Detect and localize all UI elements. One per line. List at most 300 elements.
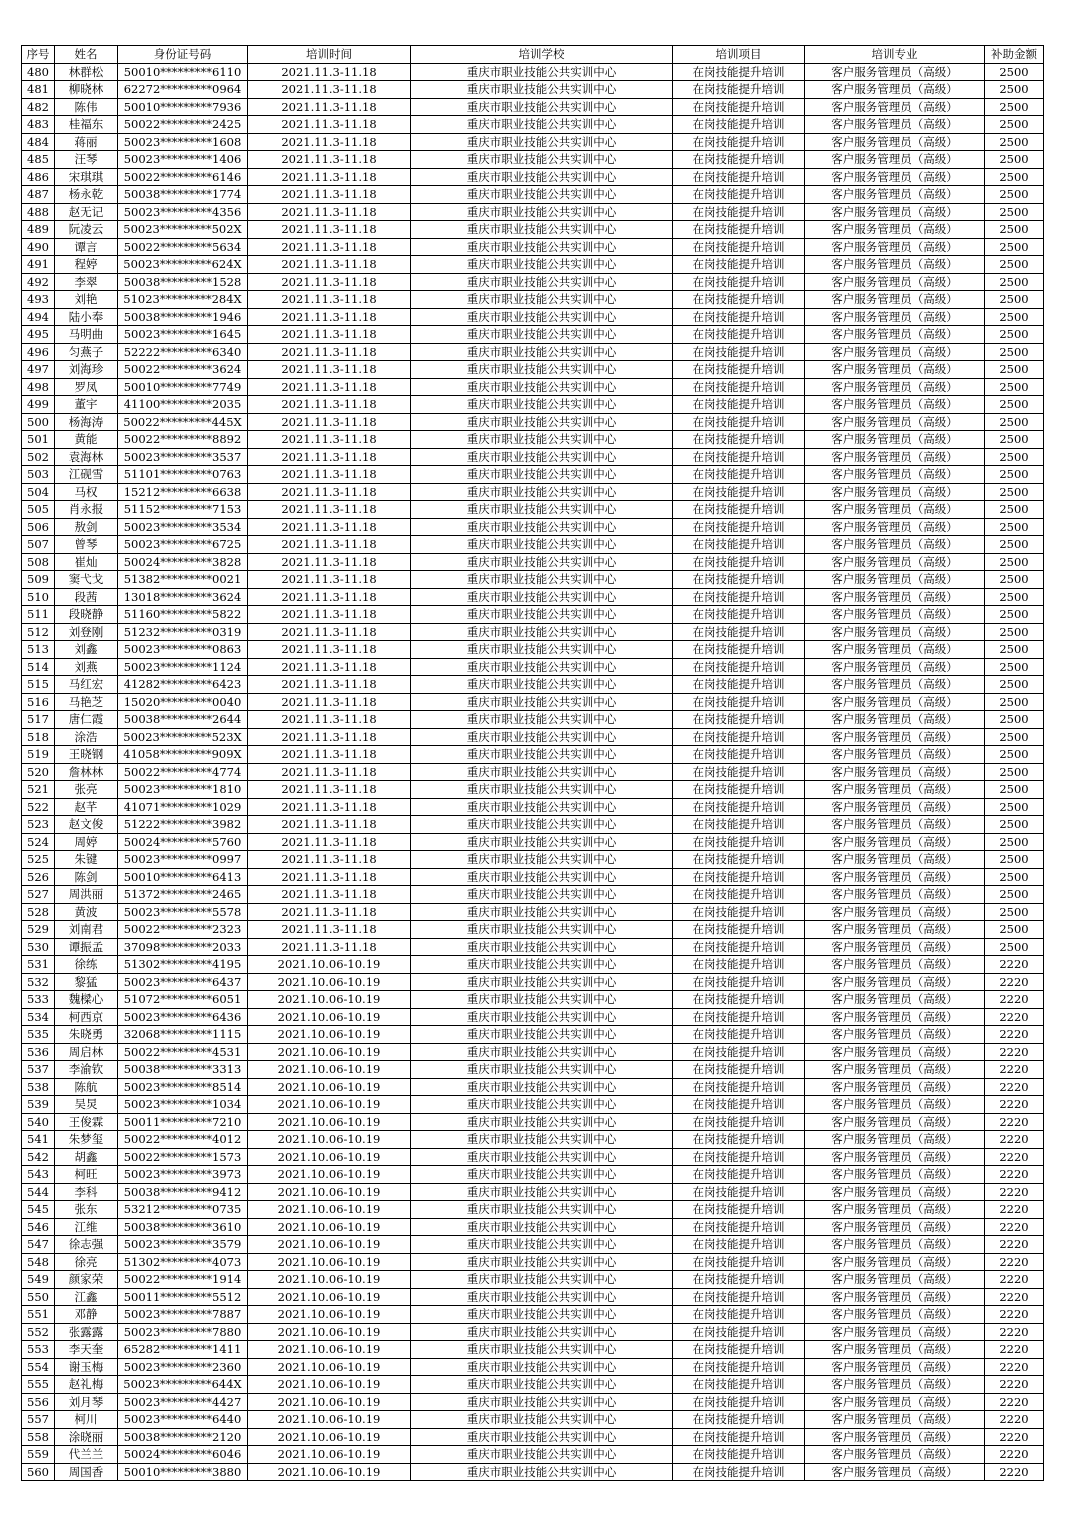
cell-name: 刘艳 [55,291,118,309]
cell-index: 481 [22,81,55,99]
cell-subsidy-amount: 2500 [985,133,1044,151]
cell-training-major: 客户服务管理员（高级） [805,1271,985,1289]
cell-name: 崔灿 [55,553,118,571]
header-subsidy-amount: 补助金额 [985,46,1044,64]
cell-subsidy-amount: 2220 [985,1096,1044,1114]
cell-subsidy-amount: 2500 [985,536,1044,554]
cell-index: 502 [22,448,55,466]
cell-training-time: 2021.11.3-11.18 [248,483,411,501]
cell-index: 547 [22,1236,55,1254]
cell-index: 522 [22,798,55,816]
table-row [22,1288,1044,1306]
cell-subsidy-amount: 2500 [985,308,1044,326]
cell-name: 陈航 [55,1078,118,1096]
cell-index: 497 [22,361,55,379]
table-row [22,938,1044,956]
cell-training-project: 在岗技能提升培训 [673,483,805,501]
cell-training-time: 2021.11.3-11.18 [248,431,411,449]
table-row [22,816,1044,834]
cell-id-number: 50023*********1034 [118,1096,248,1114]
cell-training-major: 客户服务管理员（高级） [805,1463,985,1481]
cell-training-project: 在岗技能提升培训 [673,1043,805,1061]
table-header-row [22,46,1044,64]
cell-training-time: 2021.11.3-11.18 [248,116,411,134]
cell-training-time: 2021.10.06-10.19 [248,973,411,991]
cell-training-time: 2021.11.3-11.18 [248,606,411,624]
cell-id-number: 65282*********1411 [118,1341,248,1359]
cell-training-school: 重庆市职业技能公共实训中心 [411,606,673,624]
cell-training-major: 客户服务管理员（高级） [805,991,985,1009]
cell-index: 554 [22,1358,55,1376]
cell-training-school: 重庆市职业技能公共实训中心 [411,203,673,221]
cell-subsidy-amount: 2500 [985,588,1044,606]
cell-training-major: 客户服务管理员（高级） [805,938,985,956]
cell-id-number: 50023*********1608 [118,133,248,151]
table-row [22,466,1044,484]
cell-training-school: 重庆市职业技能公共实训中心 [411,1131,673,1149]
cell-subsidy-amount: 2500 [985,746,1044,764]
cell-name: 李天奎 [55,1341,118,1359]
cell-training-major: 客户服务管理员（高级） [805,1218,985,1236]
table-row [22,186,1044,204]
cell-training-school: 重庆市职业技能公共实训中心 [411,1446,673,1464]
table-row [22,1131,1044,1149]
cell-id-number: 50011*********5512 [118,1288,248,1306]
cell-name: 谭言 [55,238,118,256]
cell-id-number: 50023*********644X [118,1376,248,1394]
cell-training-time: 2021.11.3-11.18 [248,816,411,834]
cell-name: 唐仁霞 [55,711,118,729]
table-row [22,413,1044,431]
cell-training-major: 客户服务管理员（高级） [805,1043,985,1061]
cell-id-number: 51072*********6051 [118,991,248,1009]
cell-subsidy-amount: 2500 [985,623,1044,641]
cell-name: 杨永乾 [55,186,118,204]
cell-training-project: 在岗技能提升培训 [673,1341,805,1359]
cell-training-major: 客户服务管理员（高级） [805,571,985,589]
cell-subsidy-amount: 2220 [985,1376,1044,1394]
table-row [22,728,1044,746]
cell-index: 544 [22,1183,55,1201]
cell-training-school: 重庆市职业技能公共实训中心 [411,903,673,921]
cell-training-project: 在岗技能提升培训 [673,396,805,414]
cell-training-school: 重庆市职业技能公共实训中心 [411,221,673,239]
cell-name: 徐亮 [55,1253,118,1271]
cell-name: 刘月琴 [55,1393,118,1411]
cell-training-major: 客户服务管理员（高级） [805,343,985,361]
cell-training-major: 客户服务管理员（高级） [805,676,985,694]
cell-id-number: 51222*********3982 [118,816,248,834]
table-row [22,1341,1044,1359]
table-row [22,1253,1044,1271]
cell-training-time: 2021.11.3-11.18 [248,886,411,904]
cell-training-project: 在岗技能提升培训 [673,1463,805,1481]
cell-index: 507 [22,536,55,554]
cell-name: 朱键 [55,851,118,869]
cell-training-project: 在岗技能提升培训 [673,1376,805,1394]
cell-id-number: 50022*********2425 [118,116,248,134]
cell-index: 560 [22,1463,55,1481]
cell-id-number: 50038*********9412 [118,1183,248,1201]
cell-index: 483 [22,116,55,134]
cell-training-project: 在岗技能提升培训 [673,466,805,484]
cell-training-project: 在岗技能提升培训 [673,221,805,239]
cell-name: 李科 [55,1183,118,1201]
cell-training-major: 客户服务管理员（高级） [805,378,985,396]
cell-training-project: 在岗技能提升培训 [673,816,805,834]
cell-training-school: 重庆市职业技能公共实训中心 [411,1043,673,1061]
cell-index: 488 [22,203,55,221]
cell-training-major: 客户服务管理员（高级） [805,658,985,676]
cell-training-school: 重庆市职业技能公共实训中心 [411,431,673,449]
cell-subsidy-amount: 2500 [985,781,1044,799]
cell-subsidy-amount: 2500 [985,728,1044,746]
cell-training-major: 客户服务管理员（高级） [805,1183,985,1201]
cell-training-major: 客户服务管理员（高级） [805,973,985,991]
cell-subsidy-amount: 2220 [985,1288,1044,1306]
cell-training-major: 客户服务管理员（高级） [805,763,985,781]
cell-subsidy-amount: 2500 [985,81,1044,99]
cell-training-project: 在岗技能提升培训 [673,343,805,361]
table-row [22,798,1044,816]
cell-training-time: 2021.11.3-11.18 [248,676,411,694]
cell-training-project: 在岗技能提升培训 [673,886,805,904]
cell-subsidy-amount: 2500 [985,833,1044,851]
cell-training-major: 客户服务管理员（高级） [805,1376,985,1394]
cell-index: 489 [22,221,55,239]
cell-training-time: 2021.10.06-10.19 [248,1463,411,1481]
cell-training-major: 客户服务管理员（高级） [805,1148,985,1166]
cell-training-major: 客户服务管理员（高级） [805,413,985,431]
cell-id-number: 50023*********1645 [118,326,248,344]
cell-name: 程婷 [55,256,118,274]
cell-training-project: 在岗技能提升培训 [673,921,805,939]
cell-training-major: 客户服务管理员（高级） [805,291,985,309]
cell-name: 谭振孟 [55,938,118,956]
cell-training-major: 客户服务管理员（高级） [805,921,985,939]
cell-training-school: 重庆市职业技能公共实训中心 [411,326,673,344]
cell-training-time: 2021.10.06-10.19 [248,1166,411,1184]
cell-training-time: 2021.11.3-11.18 [248,186,411,204]
cell-training-major: 客户服务管理员（高级） [805,886,985,904]
table-row [22,1358,1044,1376]
header-training-time: 培训时间 [248,46,411,64]
cell-training-major: 客户服务管理员（高级） [805,326,985,344]
cell-id-number: 50010*********7749 [118,378,248,396]
cell-id-number: 50023*********8514 [118,1078,248,1096]
cell-training-project: 在岗技能提升培训 [673,728,805,746]
cell-index: 525 [22,851,55,869]
cell-training-school: 重庆市职业技能公共实训中心 [411,781,673,799]
cell-training-school: 重庆市职业技能公共实训中心 [411,1376,673,1394]
table-row [22,238,1044,256]
cell-training-project: 在岗技能提升培训 [673,903,805,921]
table-row [22,1446,1044,1464]
cell-id-number: 50022*********2323 [118,921,248,939]
cell-training-project: 在岗技能提升培训 [673,553,805,571]
cell-training-major: 客户服务管理员（高级） [805,448,985,466]
cell-subsidy-amount: 2500 [985,483,1044,501]
cell-training-project: 在岗技能提升培训 [673,151,805,169]
cell-index: 558 [22,1428,55,1446]
cell-name: 詹林林 [55,763,118,781]
cell-index: 548 [22,1253,55,1271]
cell-name: 涂浩 [55,728,118,746]
cell-training-school: 重庆市职业技能公共实训中心 [411,693,673,711]
cell-index: 523 [22,816,55,834]
cell-training-school: 重庆市职业技能公共实训中心 [411,413,673,431]
cell-subsidy-amount: 2220 [985,1358,1044,1376]
header-training-project: 培训项目 [673,46,805,64]
cell-training-project: 在岗技能提升培训 [673,98,805,116]
cell-training-project: 在岗技能提升培训 [673,711,805,729]
cell-name: 阮凌云 [55,221,118,239]
cell-name: 代兰兰 [55,1446,118,1464]
cell-index: 516 [22,693,55,711]
cell-training-major: 客户服务管理员（高级） [805,1306,985,1324]
table-row [22,711,1044,729]
cell-training-major: 客户服务管理员（高级） [805,1393,985,1411]
cell-index: 520 [22,763,55,781]
cell-training-project: 在岗技能提升培训 [673,536,805,554]
cell-training-school: 重庆市职业技能公共实训中心 [411,973,673,991]
table-row [22,291,1044,309]
cell-training-time: 2021.10.06-10.19 [248,1341,411,1359]
cell-training-time: 2021.11.3-11.18 [248,921,411,939]
cell-name: 曾琴 [55,536,118,554]
cell-training-time: 2021.11.3-11.18 [248,238,411,256]
cell-training-time: 2021.10.06-10.19 [248,1008,411,1026]
cell-training-major: 客户服务管理员（高级） [805,483,985,501]
cell-training-major: 客户服务管理员（高级） [805,1236,985,1254]
cell-training-time: 2021.10.06-10.19 [248,956,411,974]
cell-training-time: 2021.11.3-11.18 [248,168,411,186]
cell-name: 刘鑫 [55,641,118,659]
cell-training-time: 2021.11.3-11.18 [248,81,411,99]
cell-id-number: 51101*********0763 [118,466,248,484]
cell-subsidy-amount: 2220 [985,1341,1044,1359]
cell-training-project: 在岗技能提升培训 [673,1218,805,1236]
cell-index: 542 [22,1148,55,1166]
cell-training-school: 重庆市职业技能公共实训中心 [411,571,673,589]
cell-name: 蒋丽 [55,133,118,151]
cell-training-time: 2021.10.06-10.19 [248,1131,411,1149]
cell-training-school: 重庆市职业技能公共实训中心 [411,1393,673,1411]
cell-training-time: 2021.10.06-10.19 [248,1376,411,1394]
subsidy-table [21,45,1044,1481]
cell-training-project: 在岗技能提升培训 [673,1236,805,1254]
cell-subsidy-amount: 2220 [985,1253,1044,1271]
cell-index: 482 [22,98,55,116]
cell-training-major: 客户服务管理员（高级） [805,431,985,449]
cell-training-time: 2021.10.06-10.19 [248,1236,411,1254]
cell-training-time: 2021.11.3-11.18 [248,798,411,816]
cell-training-project: 在岗技能提升培训 [673,781,805,799]
cell-id-number: 50023*********3579 [118,1236,248,1254]
cell-index: 506 [22,518,55,536]
cell-index: 552 [22,1323,55,1341]
cell-id-number: 50023*********6436 [118,1008,248,1026]
cell-index: 504 [22,483,55,501]
table-row [22,1026,1044,1044]
cell-training-project: 在岗技能提升培训 [673,501,805,519]
cell-id-number: 50010*********6110 [118,63,248,81]
cell-training-major: 客户服务管理员（高级） [805,1288,985,1306]
cell-training-project: 在岗技能提升培训 [673,273,805,291]
cell-training-school: 重庆市职业技能公共实训中心 [411,448,673,466]
cell-training-project: 在岗技能提升培训 [673,1148,805,1166]
cell-name: 黄能 [55,431,118,449]
cell-name: 吴炅 [55,1096,118,1114]
cell-subsidy-amount: 2220 [985,1166,1044,1184]
cell-training-time: 2021.11.3-11.18 [248,658,411,676]
cell-training-school: 重庆市职业技能公共实训中心 [411,938,673,956]
cell-subsidy-amount: 2500 [985,816,1044,834]
table-row [22,606,1044,624]
cell-index: 553 [22,1341,55,1359]
cell-subsidy-amount: 2500 [985,98,1044,116]
cell-id-number: 50022*********445X [118,413,248,431]
cell-subsidy-amount: 2500 [985,343,1044,361]
cell-training-time: 2021.11.3-11.18 [248,693,411,711]
table-row [22,1148,1044,1166]
cell-index: 517 [22,711,55,729]
cell-training-school: 重庆市职业技能公共实训中心 [411,396,673,414]
cell-training-project: 在岗技能提升培训 [673,956,805,974]
cell-training-school: 重庆市职业技能公共实训中心 [411,886,673,904]
cell-subsidy-amount: 2500 [985,63,1044,81]
cell-index: 486 [22,168,55,186]
cell-name: 宋琪琪 [55,168,118,186]
cell-index: 530 [22,938,55,956]
cell-training-school: 重庆市职业技能公共实训中心 [411,991,673,1009]
cell-training-school: 重庆市职业技能公共实训中心 [411,868,673,886]
cell-training-major: 客户服务管理员（高级） [805,81,985,99]
cell-training-school: 重庆市职业技能公共实训中心 [411,921,673,939]
cell-subsidy-amount: 2220 [985,1026,1044,1044]
cell-training-school: 重庆市职业技能公共实训中心 [411,536,673,554]
cell-subsidy-amount: 2500 [985,186,1044,204]
cell-index: 555 [22,1376,55,1394]
cell-training-major: 客户服务管理员（高级） [805,868,985,886]
cell-name: 袁海林 [55,448,118,466]
cell-id-number: 52222*********6340 [118,343,248,361]
cell-training-time: 2021.11.3-11.18 [248,781,411,799]
cell-name: 徐练 [55,956,118,974]
cell-name: 颜家荣 [55,1271,118,1289]
cell-training-project: 在岗技能提升培训 [673,1201,805,1219]
cell-index: 496 [22,343,55,361]
cell-training-major: 客户服务管理员（高级） [805,1026,985,1044]
cell-id-number: 41058*********909X [118,746,248,764]
table-row [22,1061,1044,1079]
cell-subsidy-amount: 2500 [985,168,1044,186]
cell-id-number: 50023*********6437 [118,973,248,991]
cell-name: 马艳芝 [55,693,118,711]
cell-training-school: 重庆市职业技能公共实训中心 [411,658,673,676]
cell-subsidy-amount: 2500 [985,693,1044,711]
cell-name: 王晓钢 [55,746,118,764]
table-row [22,133,1044,151]
cell-training-project: 在岗技能提升培训 [673,168,805,186]
table-row [22,501,1044,519]
table-row [22,868,1044,886]
cell-training-project: 在岗技能提升培训 [673,623,805,641]
cell-training-major: 客户服务管理员（高级） [805,1166,985,1184]
cell-index: 485 [22,151,55,169]
cell-name: 刘南君 [55,921,118,939]
cell-name: 柯西京 [55,1008,118,1026]
cell-subsidy-amount: 2500 [985,553,1044,571]
table-row [22,676,1044,694]
cell-training-project: 在岗技能提升培训 [673,641,805,659]
cell-index: 546 [22,1218,55,1236]
table-row [22,361,1044,379]
cell-training-school: 重庆市职业技能公共实训中心 [411,361,673,379]
cell-subsidy-amount: 2500 [985,641,1044,659]
cell-index: 528 [22,903,55,921]
cell-training-major: 客户服务管理员（高级） [805,1411,985,1429]
cell-training-project: 在岗技能提升培训 [673,693,805,711]
cell-subsidy-amount: 2220 [985,1148,1044,1166]
cell-index: 505 [22,501,55,519]
cell-index: 499 [22,396,55,414]
cell-training-time: 2021.11.3-11.18 [248,851,411,869]
cell-index: 545 [22,1201,55,1219]
cell-name: 段晓静 [55,606,118,624]
cell-index: 540 [22,1113,55,1131]
cell-training-school: 重庆市职业技能公共实训中心 [411,851,673,869]
cell-training-project: 在岗技能提升培训 [673,991,805,1009]
cell-training-project: 在岗技能提升培训 [673,81,805,99]
cell-training-school: 重庆市职业技能公共实训中心 [411,1008,673,1026]
cell-index: 508 [22,553,55,571]
cell-index: 480 [22,63,55,81]
cell-training-time: 2021.11.3-11.18 [248,588,411,606]
cell-training-school: 重庆市职业技能公共实训中心 [411,676,673,694]
cell-training-time: 2021.11.3-11.18 [248,221,411,239]
cell-training-project: 在岗技能提升培训 [673,1428,805,1446]
cell-training-school: 重庆市职业技能公共实训中心 [411,833,673,851]
cell-id-number: 51160*********5822 [118,606,248,624]
cell-training-major: 客户服务管理员（高级） [805,1131,985,1149]
table-row [22,448,1044,466]
cell-id-number: 51302*********4073 [118,1253,248,1271]
header-index: 序号 [22,46,55,64]
cell-subsidy-amount: 2500 [985,798,1044,816]
cell-training-school: 重庆市职业技能公共实训中心 [411,133,673,151]
cell-index: 490 [22,238,55,256]
cell-id-number: 50023*********3973 [118,1166,248,1184]
cell-training-time: 2021.11.3-11.18 [248,343,411,361]
cell-training-school: 重庆市职业技能公共实训中心 [411,378,673,396]
cell-training-time: 2021.11.3-11.18 [248,536,411,554]
cell-id-number: 50038*********1528 [118,273,248,291]
cell-index: 492 [22,273,55,291]
cell-index: 527 [22,886,55,904]
cell-training-project: 在岗技能提升培训 [673,308,805,326]
cell-name: 柯旺 [55,1166,118,1184]
cell-training-time: 2021.11.3-11.18 [248,763,411,781]
cell-training-school: 重庆市职业技能公共实训中心 [411,291,673,309]
table-row [22,553,1044,571]
table-row [22,483,1044,501]
table-row [22,63,1044,81]
cell-training-time: 2021.11.3-11.18 [248,98,411,116]
cell-name: 段茜 [55,588,118,606]
cell-id-number: 50023*********4427 [118,1393,248,1411]
cell-id-number: 51023*********284X [118,291,248,309]
